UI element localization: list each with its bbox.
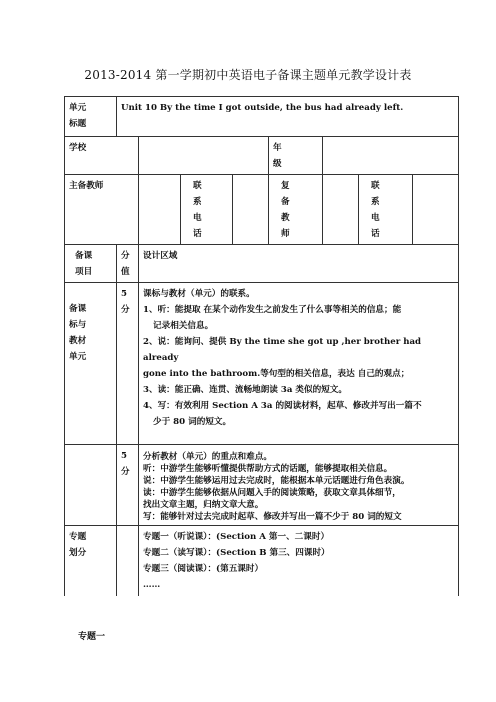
lead-teacher-label: 主备教师 xyxy=(65,175,139,245)
school-label: 学校 xyxy=(65,137,139,175)
unit-title-value: Unit 10 By the time I got outside, the bus had already left. xyxy=(117,97,459,137)
topics-score xyxy=(117,526,139,596)
standards-score: 5 分 xyxy=(117,283,139,445)
phone-value-1 xyxy=(233,175,269,245)
analysis-label xyxy=(65,445,117,526)
phone-label-1: 联 系 电 话 xyxy=(181,175,233,245)
topics-label: 专题 划分 xyxy=(65,526,117,596)
phone-value-2 xyxy=(413,175,459,245)
lead-teacher-value xyxy=(139,175,181,245)
reviewer-label: 复 备 教 师 xyxy=(269,175,323,245)
grade-label: 年 级 xyxy=(269,137,323,175)
analysis-content: 分析教材（单元）的重点和难点。 听：中游学生能够听懂提供帮助方式的话题，能够提取相关信息。 说：中游学生能够运用过去完成时，能根据本单元话题进行角色表演。 读：中游学生能够依据从问题入手的阅读策略，获取文章具体细节， 找出文章主题，归纳文章大意。 写：能够针对过去完成时起草、修改并写出一篇不少于 80 词的短文 xyxy=(139,445,459,526)
standards-label: 备课 标与 教材 单元 xyxy=(65,283,117,445)
unit-title-label: 单元 标题 xyxy=(65,97,117,137)
prep-item-header: 备课 项目 xyxy=(65,245,117,283)
reviewer-value xyxy=(323,175,359,245)
analysis-score: 5 分 xyxy=(117,445,139,526)
school-value xyxy=(139,137,269,175)
topics-content: 专题一（听说课）：(Section A 第一、二课时） 专题二（读写课）：(Section B 第三、四课时） 专题三（阅读课）：(第五课时） …… xyxy=(139,526,459,596)
footer-topic-one: 专题一 xyxy=(78,632,106,642)
grade-value xyxy=(323,137,459,175)
score-header: 分 值 xyxy=(117,245,139,283)
design-area-header: 设计区域 xyxy=(139,245,459,283)
standards-content: 课标与教材（单元）的联系。 1、听：能提取 在某个动作发生之前发生了什么事等相关的信息；能 记录相关信息。 2、说：能询问、提供 By the time she got up ,her brother had already gone into the bathroom.等句型的相关信息，表达 自己的观点； 3、读：能正确、连贯、流畅地朗读 3a 类似的短文。 4、写：有效利用 Section A 3a 的阅读材料，起草、修改并写出一篇不 少于 80 词的短文。 xyxy=(139,283,459,445)
phone-label-2: 联 系 电 话 xyxy=(359,175,413,245)
lesson-plan-table xyxy=(64,96,459,596)
document-title: 2013-2014 第一学期初中英语电子备课主题单元教学设计表 xyxy=(84,68,412,82)
